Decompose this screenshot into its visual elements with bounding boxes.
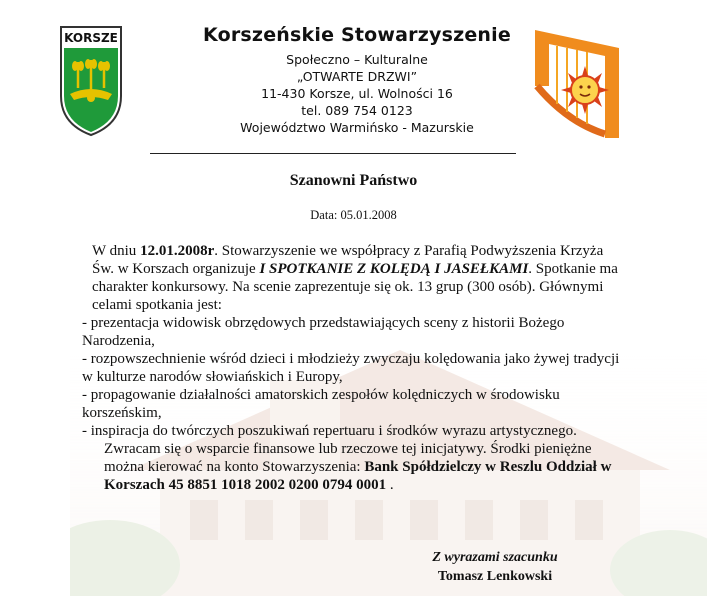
- bank-account-number: 45 8851 1018 2002 0200 0794 0001: [168, 477, 387, 493]
- event-title: I SPOTKANIE Z KOLĘDĄ I JASEŁKAMI: [259, 261, 529, 277]
- letter-closing: [400, 548, 590, 586]
- letter-greeting: Szanowni Państwo: [289, 172, 418, 189]
- header-divider: [150, 153, 516, 154]
- intro-text-mid: . Stowarzyszenie we współpracy z Parafią Podwyższenia Krzyża Św. w Korszach organizuje: [92, 243, 604, 277]
- org-phone: tel. 089 754 0123: [301, 103, 413, 118]
- event-date: 12.01.2008r: [140, 243, 215, 259]
- crest-label: KORSZE: [64, 31, 118, 45]
- support-text-end: .: [386, 477, 394, 493]
- paragraph-support: [82, 440, 622, 494]
- letter-body: [82, 242, 622, 494]
- intro-text-start: W dniu: [92, 243, 141, 259]
- org-type: Społeczno – Kulturalne: [286, 52, 428, 67]
- goal-item: - prezentacja widowisk obrzędowych przedstawiających sceny z historii Bożego Narodzenia,: [82, 315, 565, 349]
- org-region: Województwo Warmińsko - Mazurskie: [240, 120, 474, 135]
- intro-text-end: . Spotkanie ma charakter konkursowy. Na scenie zaprezentuje się ok. 13 grup (300 osób). Głównymi celami spotkania jest:: [92, 261, 618, 313]
- goal-item: - inspiracja do twórczych poszukiwań repertuaru i środków wyrazu artystycznego.: [82, 423, 577, 439]
- goal-item: - propagowanie działalności amatorskich zespołów kolędniczych w środowisku korszeńskim,: [82, 387, 560, 421]
- korsze-coat-of-arms: [58, 24, 124, 138]
- support-text: Zwracam się o wsparcie finansowe lub rzeczowe tej inicjatywy. Środki pieniężne można kierować na konto Stowarzyszenia:: [104, 441, 592, 475]
- paragraph-intro: [82, 242, 622, 314]
- org-quote: „OTWARTE DRZWI”: [296, 69, 418, 84]
- bank-name: Bank Spółdzielczy w Reszlu Oddział w Korszach: [104, 459, 612, 493]
- letterhead: [150, 18, 564, 136]
- signature-name: Tomasz Lenkowski: [437, 569, 553, 584]
- salutation: Z wyrazami szacunku: [432, 550, 558, 565]
- sun-harp-logo: [527, 26, 627, 144]
- org-name: Korszeńskie Stowarzyszenie: [203, 24, 511, 46]
- goal-item: - rozpowszechnienie wśród dzieci i młodzieży zwyczaju kolędowania jako żywej tradycji w kulturze narodów słowiańskich i Europy,: [82, 351, 620, 385]
- letter-date: Data: 05.01.2008: [310, 208, 397, 222]
- org-address: 11-430 Korsze, ul. Wolności 16: [261, 86, 453, 101]
